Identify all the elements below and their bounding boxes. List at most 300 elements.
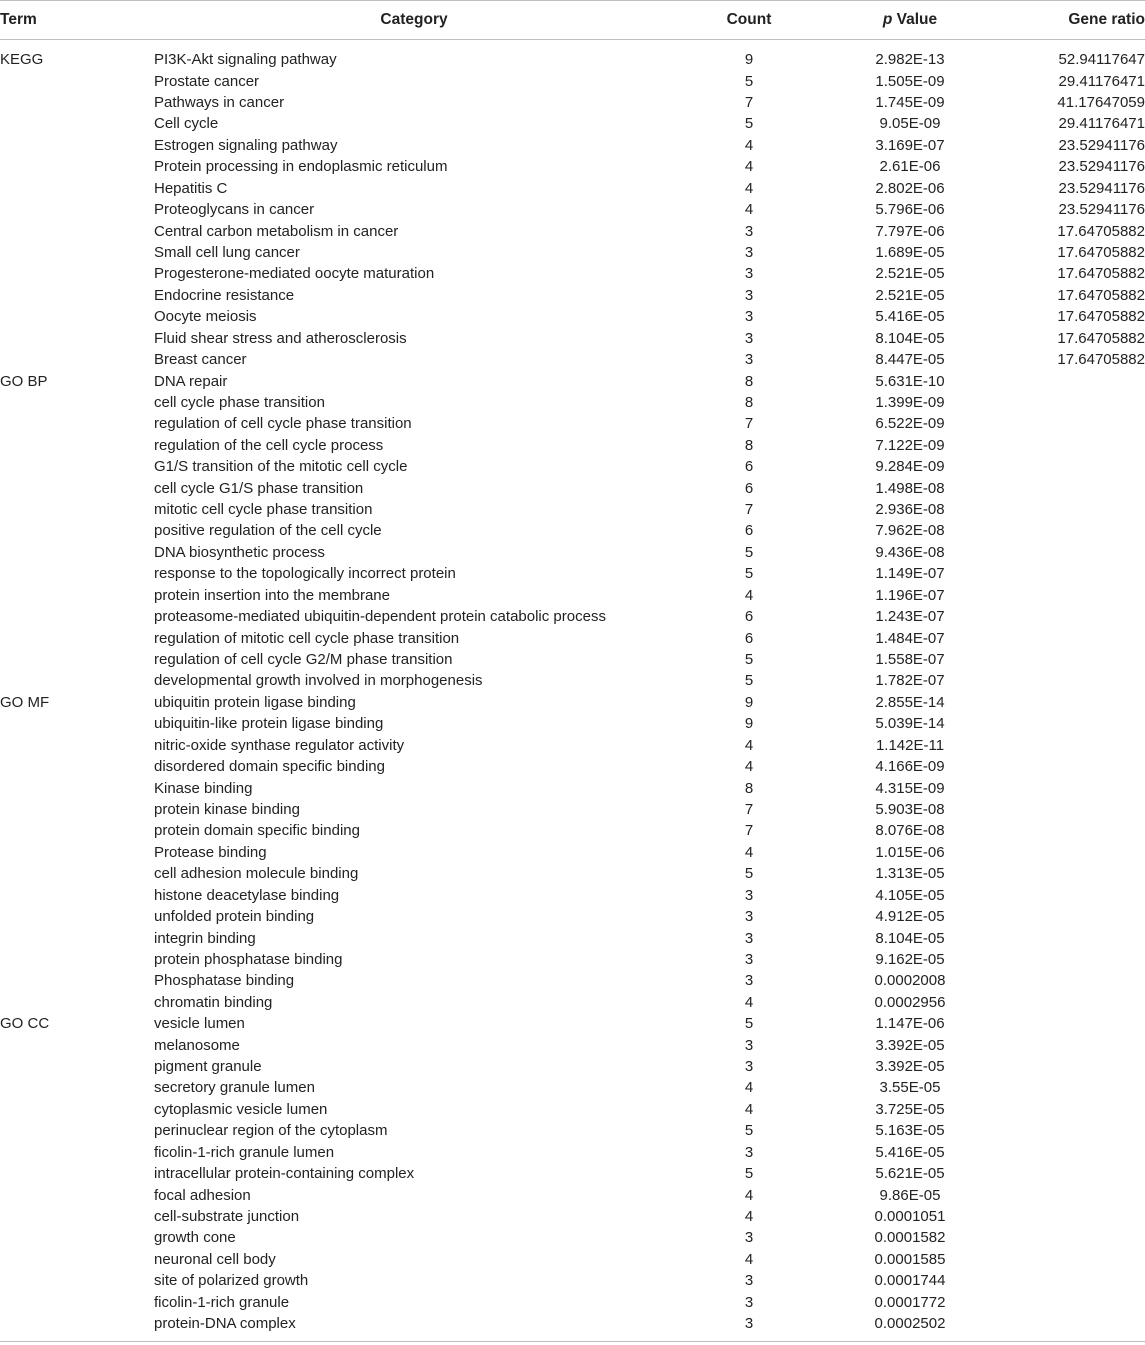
cell-term	[0, 927, 154, 948]
cell-term	[0, 1077, 154, 1098]
cell-term	[0, 178, 154, 199]
cell-category: chromatin binding	[154, 993, 273, 1011]
cell-category: Estrogen signaling pathway	[154, 136, 338, 154]
cell-category: cytoplasmic vesicle lumen	[154, 1100, 328, 1118]
cell-p-value: 9.86E-05	[879, 1186, 941, 1204]
cell-count: 8	[744, 372, 754, 390]
table-row	[0, 1013, 1145, 1034]
table-row	[0, 263, 1145, 284]
cell-category: nitric-oxide synthase regulator activity	[154, 736, 405, 754]
cell-category: Small cell lung cancer	[154, 244, 300, 261]
cell-count: 6	[744, 522, 754, 540]
cell-p-value: 0.0001582	[874, 1229, 946, 1247]
cell-gene-ratio	[996, 606, 1145, 627]
header-p-italic: p	[882, 11, 893, 28]
cell-term	[0, 820, 154, 841]
cell-term	[0, 906, 154, 927]
cell-count: 4	[744, 136, 754, 154]
cell-p-value: 2.521E-05	[875, 265, 945, 283]
cell-p-value: 1.147E-06	[875, 1015, 945, 1033]
cell-category: response to the topologically incorrect protein	[154, 565, 456, 583]
table-row	[0, 499, 1145, 520]
cell-category: Protease binding	[154, 843, 267, 861]
bottom-rule-row	[0, 1334, 1145, 1342]
table-row	[0, 306, 1145, 327]
cell-p-value: 5.621E-05	[875, 1165, 945, 1183]
table-row	[0, 392, 1145, 413]
table-row	[0, 713, 1145, 734]
cell-count: 4	[744, 1100, 754, 1118]
cell-gene-ratio	[996, 392, 1145, 413]
cell-gene-ratio	[996, 1227, 1145, 1248]
cell-category: ubiquitin-like protein ligase binding	[154, 715, 384, 733]
cell-p-value: 4.912E-05	[875, 908, 945, 926]
cell-term	[0, 1056, 154, 1077]
table-row	[0, 1099, 1145, 1120]
table-row	[0, 349, 1145, 370]
cell-gene-ratio	[996, 1163, 1145, 1184]
table-row	[0, 1184, 1145, 1205]
cell-gene-ratio: 29.41176471	[1058, 72, 1145, 90]
cell-gene-ratio	[996, 863, 1145, 884]
cell-category: Breast cancer	[154, 351, 247, 369]
table-row	[0, 1206, 1145, 1227]
cell-p-value: 4.315E-09	[875, 779, 945, 797]
cell-p-value: 3.725E-05	[875, 1100, 945, 1118]
cell-category: protein insertion into the membrane	[154, 586, 390, 604]
cell-p-value: 1.015E-06	[875, 843, 945, 861]
cell-count: 9	[744, 715, 754, 733]
cell-p-value: 1.782E-07	[875, 672, 945, 690]
cell-count: 3	[744, 1272, 754, 1290]
cell-gene-ratio	[996, 627, 1145, 648]
table-row	[0, 884, 1145, 905]
cell-gene-ratio	[996, 970, 1145, 991]
cell-term	[0, 499, 154, 520]
cell-count: 3	[744, 351, 754, 369]
cell-count: 4	[744, 586, 754, 604]
cell-category: Kinase binding	[154, 779, 253, 797]
table-row	[0, 1313, 1145, 1334]
cell-category: unfolded protein binding	[154, 908, 315, 926]
cell-gene-ratio	[996, 1291, 1145, 1312]
cell-gene-ratio	[996, 542, 1145, 563]
cell-term	[0, 1184, 154, 1205]
cell-gene-ratio: 52.94117647	[1058, 51, 1145, 69]
cell-category: G1/S transition of the mitotic cell cycle	[154, 458, 408, 476]
cell-term	[0, 1291, 154, 1312]
cell-term	[0, 156, 154, 177]
cell-p-value: 1.196E-07	[875, 586, 945, 604]
cell-count: 4	[744, 843, 754, 861]
cell-count: 3	[744, 886, 754, 904]
cell-count: 4	[744, 158, 754, 176]
cell-term	[0, 242, 154, 263]
cell-category: regulation of the cell cycle process	[154, 436, 384, 454]
cell-category: regulation of cell cycle G2/M phase transition	[154, 651, 453, 669]
cell-gene-ratio	[996, 1077, 1145, 1098]
cell-count: 6	[744, 479, 754, 497]
cell-gene-ratio	[996, 1056, 1145, 1077]
cell-category: Prostate cancer	[154, 72, 260, 90]
table-row	[0, 585, 1145, 606]
cell-category: disordered domain specific binding	[154, 758, 385, 776]
table-row	[0, 1291, 1145, 1312]
cell-p-value: 4.166E-09	[875, 758, 945, 776]
cell-count: 6	[744, 458, 754, 476]
cell-count: 7	[744, 800, 754, 818]
cell-count: 5	[744, 1165, 754, 1183]
cell-count: 3	[744, 244, 754, 261]
cell-gene-ratio: 23.52941176	[1058, 201, 1145, 219]
cell-count: 7	[744, 415, 754, 433]
cell-term	[0, 842, 154, 863]
cell-count: 7	[744, 822, 754, 840]
cell-category: melanosome	[154, 1036, 240, 1054]
cell-p-value: 2.802E-06	[875, 179, 945, 197]
cell-count: 3	[744, 329, 754, 347]
header-term: Term	[0, 1, 154, 40]
cell-term	[0, 542, 154, 563]
cell-count: 3	[744, 1229, 754, 1247]
cell-gene-ratio	[996, 884, 1145, 905]
cell-category: DNA biosynthetic process	[154, 543, 325, 561]
cell-count: 3	[744, 265, 754, 283]
cell-count: 4	[744, 993, 754, 1011]
cell-category: intracellular protein-containing complex	[154, 1165, 415, 1183]
table-row	[0, 649, 1145, 670]
cell-term	[0, 220, 154, 241]
cell-term	[0, 777, 154, 798]
cell-term	[0, 756, 154, 777]
cell-p-value: 1.399E-09	[875, 393, 945, 411]
spacer-row	[0, 40, 1145, 50]
header-row	[0, 1, 1145, 40]
cell-p-value: 7.962E-08	[875, 522, 945, 540]
cell-count: 5	[744, 72, 754, 90]
cell-p-value: 1.313E-05	[875, 865, 945, 883]
cell-gene-ratio: 23.52941176	[1058, 179, 1145, 197]
table-row	[0, 178, 1145, 199]
table-row	[0, 735, 1145, 756]
cell-p-value: 1.142E-11	[875, 736, 945, 754]
cell-p-value: 3.392E-05	[875, 1058, 945, 1076]
table-row	[0, 949, 1145, 970]
cell-gene-ratio	[996, 1034, 1145, 1055]
cell-gene-ratio	[996, 949, 1145, 970]
cell-count: 7	[744, 94, 754, 112]
cell-p-value: 1.243E-07	[875, 608, 945, 626]
cell-gene-ratio: 17.64705882	[1057, 286, 1145, 304]
cell-gene-ratio: 41.17647059	[1057, 94, 1145, 112]
table-row	[0, 1077, 1145, 1098]
cell-p-value: 3.169E-07	[875, 136, 945, 154]
cell-p-value: 8.104E-05	[875, 929, 945, 947]
cell-term	[0, 670, 154, 691]
cell-category: cell-substrate junction	[154, 1207, 300, 1225]
cell-count: 4	[744, 179, 754, 197]
table-row	[0, 1120, 1145, 1141]
cell-term	[0, 863, 154, 884]
cell-term	[0, 1227, 154, 1248]
cell-p-value: 1.689E-05	[875, 244, 945, 261]
cell-term	[0, 135, 154, 156]
cell-category: protein phosphatase binding	[154, 950, 343, 968]
cell-p-value: 8.447E-05	[875, 351, 945, 369]
cell-category: secretory granule lumen	[154, 1079, 315, 1097]
table-row	[0, 563, 1145, 584]
cell-gene-ratio: 29.41176471	[1058, 115, 1145, 133]
cell-category: Pathways in cancer	[154, 94, 285, 112]
cell-gene-ratio	[996, 1313, 1145, 1334]
cell-p-value: 2.936E-08	[875, 501, 945, 519]
cell-term	[0, 606, 154, 627]
cell-term	[0, 520, 154, 541]
cell-p-value: 5.796E-06	[875, 201, 945, 219]
cell-count: 3	[744, 908, 754, 926]
table-row	[0, 542, 1145, 563]
cell-term: GO BP	[0, 372, 48, 390]
cell-term	[0, 199, 154, 220]
table-row	[0, 670, 1145, 691]
cell-p-value: 5.163E-05	[875, 1122, 945, 1140]
cell-category: regulation of mitotic cell cycle phase transition	[154, 629, 460, 647]
cell-gene-ratio	[996, 435, 1145, 456]
cell-count: 3	[744, 308, 754, 326]
cell-term	[0, 392, 154, 413]
table-row	[0, 842, 1145, 863]
cell-term	[0, 92, 154, 113]
cell-gene-ratio	[996, 370, 1145, 391]
cell-gene-ratio	[996, 520, 1145, 541]
cell-p-value: 0.0001772	[874, 1293, 946, 1311]
cell-category: cell adhesion molecule binding	[154, 865, 359, 883]
cell-category: positive regulation of the cell cycle	[154, 522, 382, 540]
cell-category: integrin binding	[154, 929, 256, 947]
cell-p-value: 9.05E-09	[879, 115, 941, 133]
cell-count: 3	[744, 972, 754, 990]
table-row	[0, 777, 1145, 798]
cell-term	[0, 585, 154, 606]
cell-count: 3	[744, 1058, 754, 1076]
cell-gene-ratio	[996, 456, 1145, 477]
cell-p-value: 7.122E-09	[875, 436, 945, 454]
cell-category: ficolin-1-rich granule	[154, 1293, 290, 1311]
table-row	[0, 327, 1145, 348]
cell-p-value: 1.505E-09	[875, 72, 945, 90]
cell-p-value: 0.0001051	[874, 1207, 946, 1225]
cell-count: 3	[744, 950, 754, 968]
header-count: Count	[674, 1, 824, 40]
cell-gene-ratio: 17.64705882	[1057, 329, 1145, 347]
cell-term	[0, 1206, 154, 1227]
table-row	[0, 370, 1145, 391]
cell-term	[0, 627, 154, 648]
cell-count: 3	[744, 1036, 754, 1054]
cell-p-value: 5.416E-05	[875, 308, 945, 326]
table-row	[0, 992, 1145, 1013]
cell-category: protein-DNA complex	[154, 1315, 296, 1333]
cell-p-value: 8.104E-05	[875, 329, 945, 347]
cell-term	[0, 884, 154, 905]
table-row	[0, 199, 1145, 220]
cell-gene-ratio	[996, 1270, 1145, 1291]
cell-term	[0, 477, 154, 498]
table-row	[0, 156, 1145, 177]
cell-category: vesicle lumen	[154, 1015, 245, 1033]
table-row	[0, 1142, 1145, 1163]
cell-category: perinuclear region of the cytoplasm	[154, 1122, 388, 1140]
cell-gene-ratio	[996, 499, 1145, 520]
cell-category: pigment granule	[154, 1058, 262, 1076]
cell-p-value: 2.855E-14	[875, 693, 945, 711]
cell-count: 4	[744, 1250, 754, 1268]
cell-gene-ratio	[996, 820, 1145, 841]
cell-p-value: 9.436E-08	[875, 543, 945, 561]
cell-count: 3	[744, 1315, 754, 1333]
cell-p-value: 0.0002008	[874, 972, 946, 990]
cell-term: KEGG	[0, 51, 44, 69]
cell-count: 3	[744, 929, 754, 947]
cell-count: 5	[744, 1122, 754, 1140]
cell-category: Oocyte meiosis	[154, 308, 257, 326]
cell-term	[0, 1163, 154, 1184]
cell-term	[0, 349, 154, 370]
cell-gene-ratio	[996, 1099, 1145, 1120]
cell-gene-ratio: 23.52941176	[1058, 158, 1145, 176]
cell-p-value: 0.0002502	[874, 1315, 946, 1333]
cell-category: developmental growth involved in morphogenesis	[154, 672, 483, 690]
cell-term	[0, 563, 154, 584]
cell-p-value: 0.0001585	[874, 1250, 946, 1268]
cell-p-value: 9.284E-09	[875, 458, 945, 476]
cell-count: 4	[744, 758, 754, 776]
cell-count: 5	[744, 651, 754, 669]
cell-gene-ratio	[996, 1206, 1145, 1227]
cell-term	[0, 1034, 154, 1055]
cell-gene-ratio	[996, 1013, 1145, 1034]
cell-category: Fluid shear stress and atherosclerosis	[154, 329, 407, 347]
cell-count: 3	[744, 1143, 754, 1161]
cell-count: 4	[744, 1079, 754, 1097]
cell-category: regulation of cell cycle phase transition	[154, 415, 412, 433]
cell-count: 4	[744, 201, 754, 219]
cell-p-value: 5.631E-10	[875, 372, 945, 390]
cell-category: protein kinase binding	[154, 800, 300, 818]
cell-term	[0, 649, 154, 670]
cell-p-value: 1.149E-07	[875, 565, 945, 583]
cell-category: mitotic cell cycle phase transition	[154, 501, 373, 519]
table-row	[0, 456, 1145, 477]
table-row	[0, 820, 1145, 841]
cell-count: 3	[744, 286, 754, 304]
cell-category: neuronal cell body	[154, 1250, 276, 1268]
table-row	[0, 1056, 1145, 1077]
cell-gene-ratio	[996, 1249, 1145, 1270]
table-row	[0, 435, 1145, 456]
cell-p-value: 1.498E-08	[875, 479, 945, 497]
cell-gene-ratio	[996, 563, 1145, 584]
table-row	[0, 220, 1145, 241]
cell-category: histone deacetylase binding	[154, 886, 340, 904]
cell-gene-ratio	[996, 585, 1145, 606]
table-row	[0, 92, 1145, 113]
cell-p-value: 2.982E-13	[875, 51, 945, 69]
table-row	[0, 520, 1145, 541]
cell-gene-ratio	[996, 927, 1145, 948]
table-row	[0, 1034, 1145, 1055]
cell-term	[0, 413, 154, 434]
cell-category: Protein processing in endoplasmic reticulum	[154, 158, 448, 176]
cell-p-value: 7.797E-06	[875, 222, 945, 240]
cell-p-value: 0.0001744	[874, 1272, 946, 1290]
cell-gene-ratio	[996, 670, 1145, 691]
cell-count: 8	[744, 779, 754, 797]
cell-p-value: 0.0002956	[874, 993, 946, 1011]
table-row	[0, 135, 1145, 156]
cell-term	[0, 1249, 154, 1270]
cell-category: cell cycle G1/S phase transition	[154, 479, 364, 497]
cell-gene-ratio	[996, 906, 1145, 927]
cell-p-value: 5.903E-08	[875, 800, 945, 818]
cell-term	[0, 435, 154, 456]
cell-p-value: 1.745E-09	[875, 94, 945, 112]
cell-term	[0, 970, 154, 991]
cell-gene-ratio	[996, 713, 1145, 734]
cell-category: proteasome-mediated ubiquitin-dependent protein catabolic process	[154, 608, 606, 626]
header-gene-ratio: Gene ratio	[996, 1, 1145, 40]
cell-p-value: 2.521E-05	[875, 286, 945, 304]
cell-p-value: 4.105E-05	[875, 886, 945, 904]
cell-count: 4	[744, 1207, 754, 1225]
cell-count: 5	[744, 115, 754, 133]
cell-term	[0, 263, 154, 284]
cell-category: ficolin-1-rich granule lumen	[154, 1143, 335, 1161]
table-row	[0, 692, 1145, 713]
cell-term	[0, 799, 154, 820]
table-row	[0, 49, 1145, 70]
cell-category: Cell cycle	[154, 115, 219, 133]
cell-gene-ratio	[996, 799, 1145, 820]
cell-gene-ratio	[996, 649, 1145, 670]
cell-p-value: 1.558E-07	[875, 651, 945, 669]
cell-term	[0, 1120, 154, 1141]
cell-gene-ratio: 17.64705882	[1057, 222, 1145, 240]
cell-term	[0, 992, 154, 1013]
table-row	[0, 863, 1145, 884]
cell-term	[0, 70, 154, 91]
header-p-rest: Value	[892, 11, 938, 28]
cell-gene-ratio	[996, 1184, 1145, 1205]
cell-gene-ratio	[996, 1120, 1145, 1141]
header-category: Category	[154, 1, 674, 40]
cell-p-value: 3.392E-05	[875, 1036, 945, 1054]
table-header	[0, 1, 1145, 40]
cell-gene-ratio	[996, 413, 1145, 434]
cell-count: 9	[744, 693, 754, 711]
cell-category: Progesterone-mediated oocyte maturation	[154, 265, 435, 283]
table-row	[0, 413, 1145, 434]
cell-category: focal adhesion	[154, 1186, 251, 1204]
cell-gene-ratio	[996, 477, 1145, 498]
cell-count: 3	[744, 222, 754, 240]
cell-count: 9	[744, 51, 754, 69]
table-row	[0, 799, 1145, 820]
table-body	[0, 40, 1145, 1342]
cell-category: Phosphatase binding	[154, 972, 295, 990]
cell-category: DNA repair	[154, 372, 228, 390]
cell-p-value: 5.039E-14	[875, 715, 945, 733]
